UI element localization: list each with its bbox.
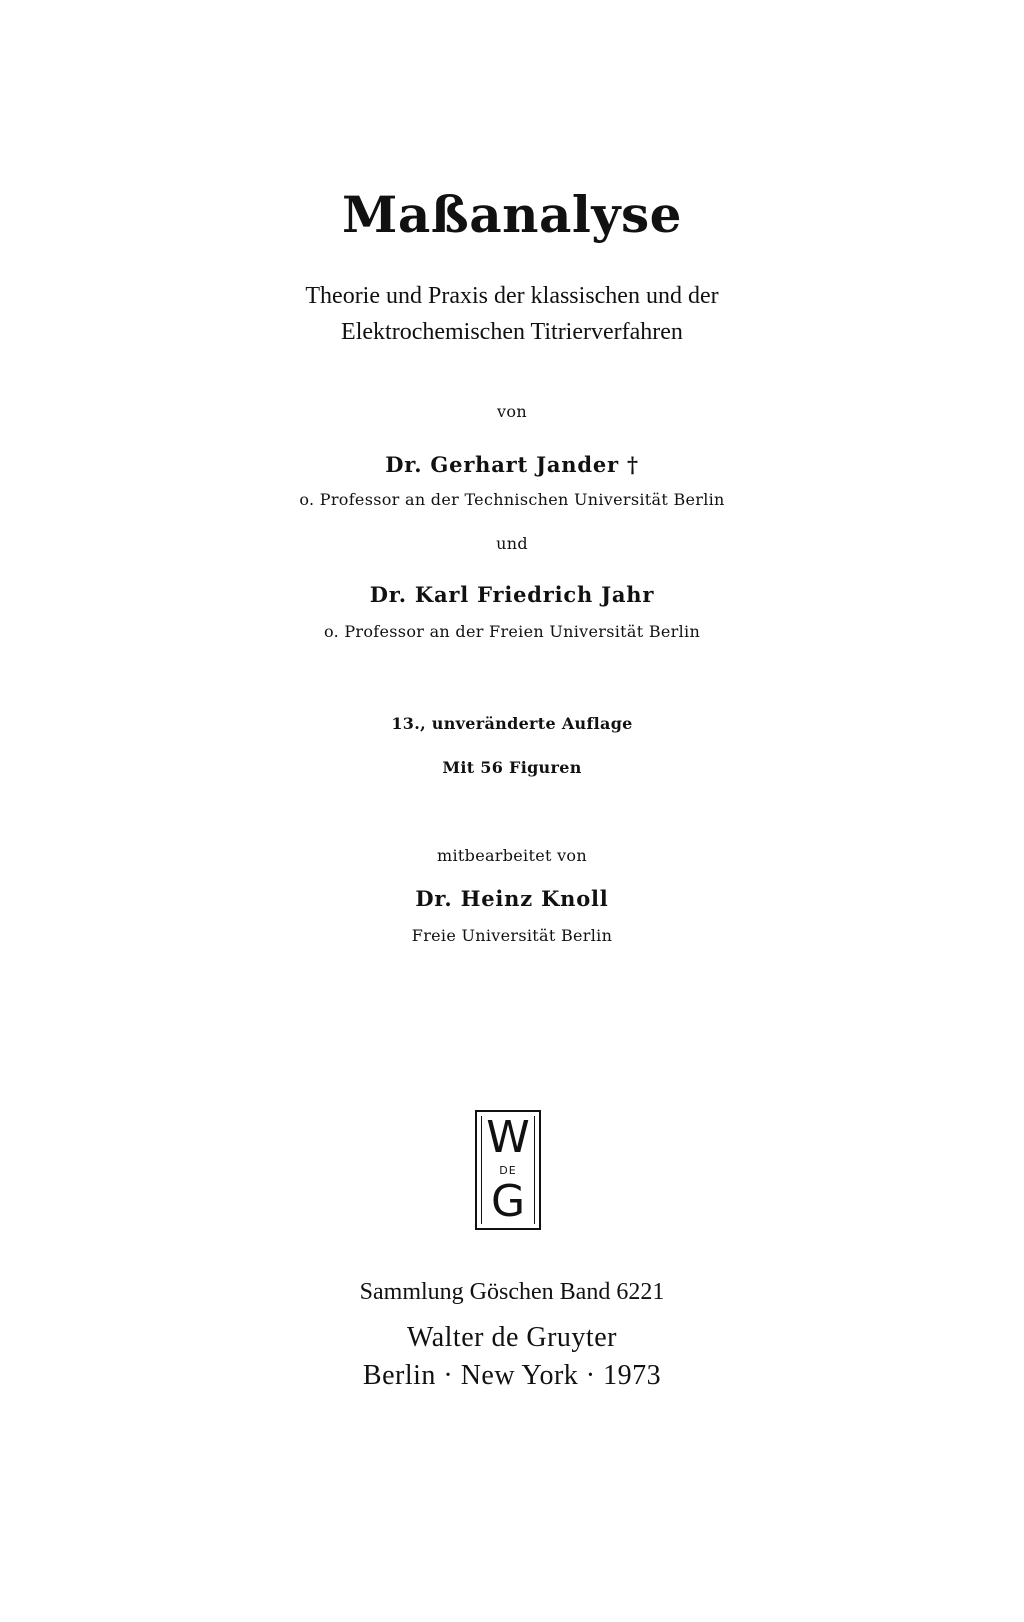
subtitle-line-1: Theorie und Praxis der klassischen und der bbox=[305, 283, 719, 309]
publisher-logo bbox=[475, 1110, 541, 1230]
book-title: Maßanalyse bbox=[342, 185, 682, 244]
collaboration-label: mitbearbeitet von bbox=[437, 846, 587, 865]
figures-note: Mit 56 Figuren bbox=[442, 758, 582, 777]
author-name-1: Dr. Gerhart Jander † bbox=[385, 452, 639, 477]
publisher-logo-w: W bbox=[486, 1112, 530, 1163]
edition-note: 13., unveränderte Auflage bbox=[391, 714, 633, 733]
publisher-logo-de: DE bbox=[499, 1163, 517, 1177]
author-affiliation-1: o. Professor an der Technischen Universität Berlin bbox=[299, 490, 725, 509]
and-label: und bbox=[496, 534, 528, 553]
collaborator-name: Dr. Heinz Knoll bbox=[415, 886, 609, 911]
publisher-name: Walter de Gruyter bbox=[407, 1322, 617, 1353]
by-label: von bbox=[497, 402, 527, 421]
author-name-2: Dr. Karl Friedrich Jahr bbox=[369, 582, 655, 607]
series-line: Sammlung Göschen Band 6221 bbox=[359, 1279, 665, 1305]
publisher-place-year: Berlin · New York · 1973 bbox=[362, 1360, 662, 1391]
collaborator-affiliation: Freie Universität Berlin bbox=[411, 926, 613, 945]
author-affiliation-2: o. Professor an der Freien Universität Berlin bbox=[323, 622, 701, 641]
publisher-logo-g: G bbox=[490, 1176, 526, 1227]
subtitle-line-2: Elektrochemischen Titrierverfahren bbox=[341, 319, 683, 345]
